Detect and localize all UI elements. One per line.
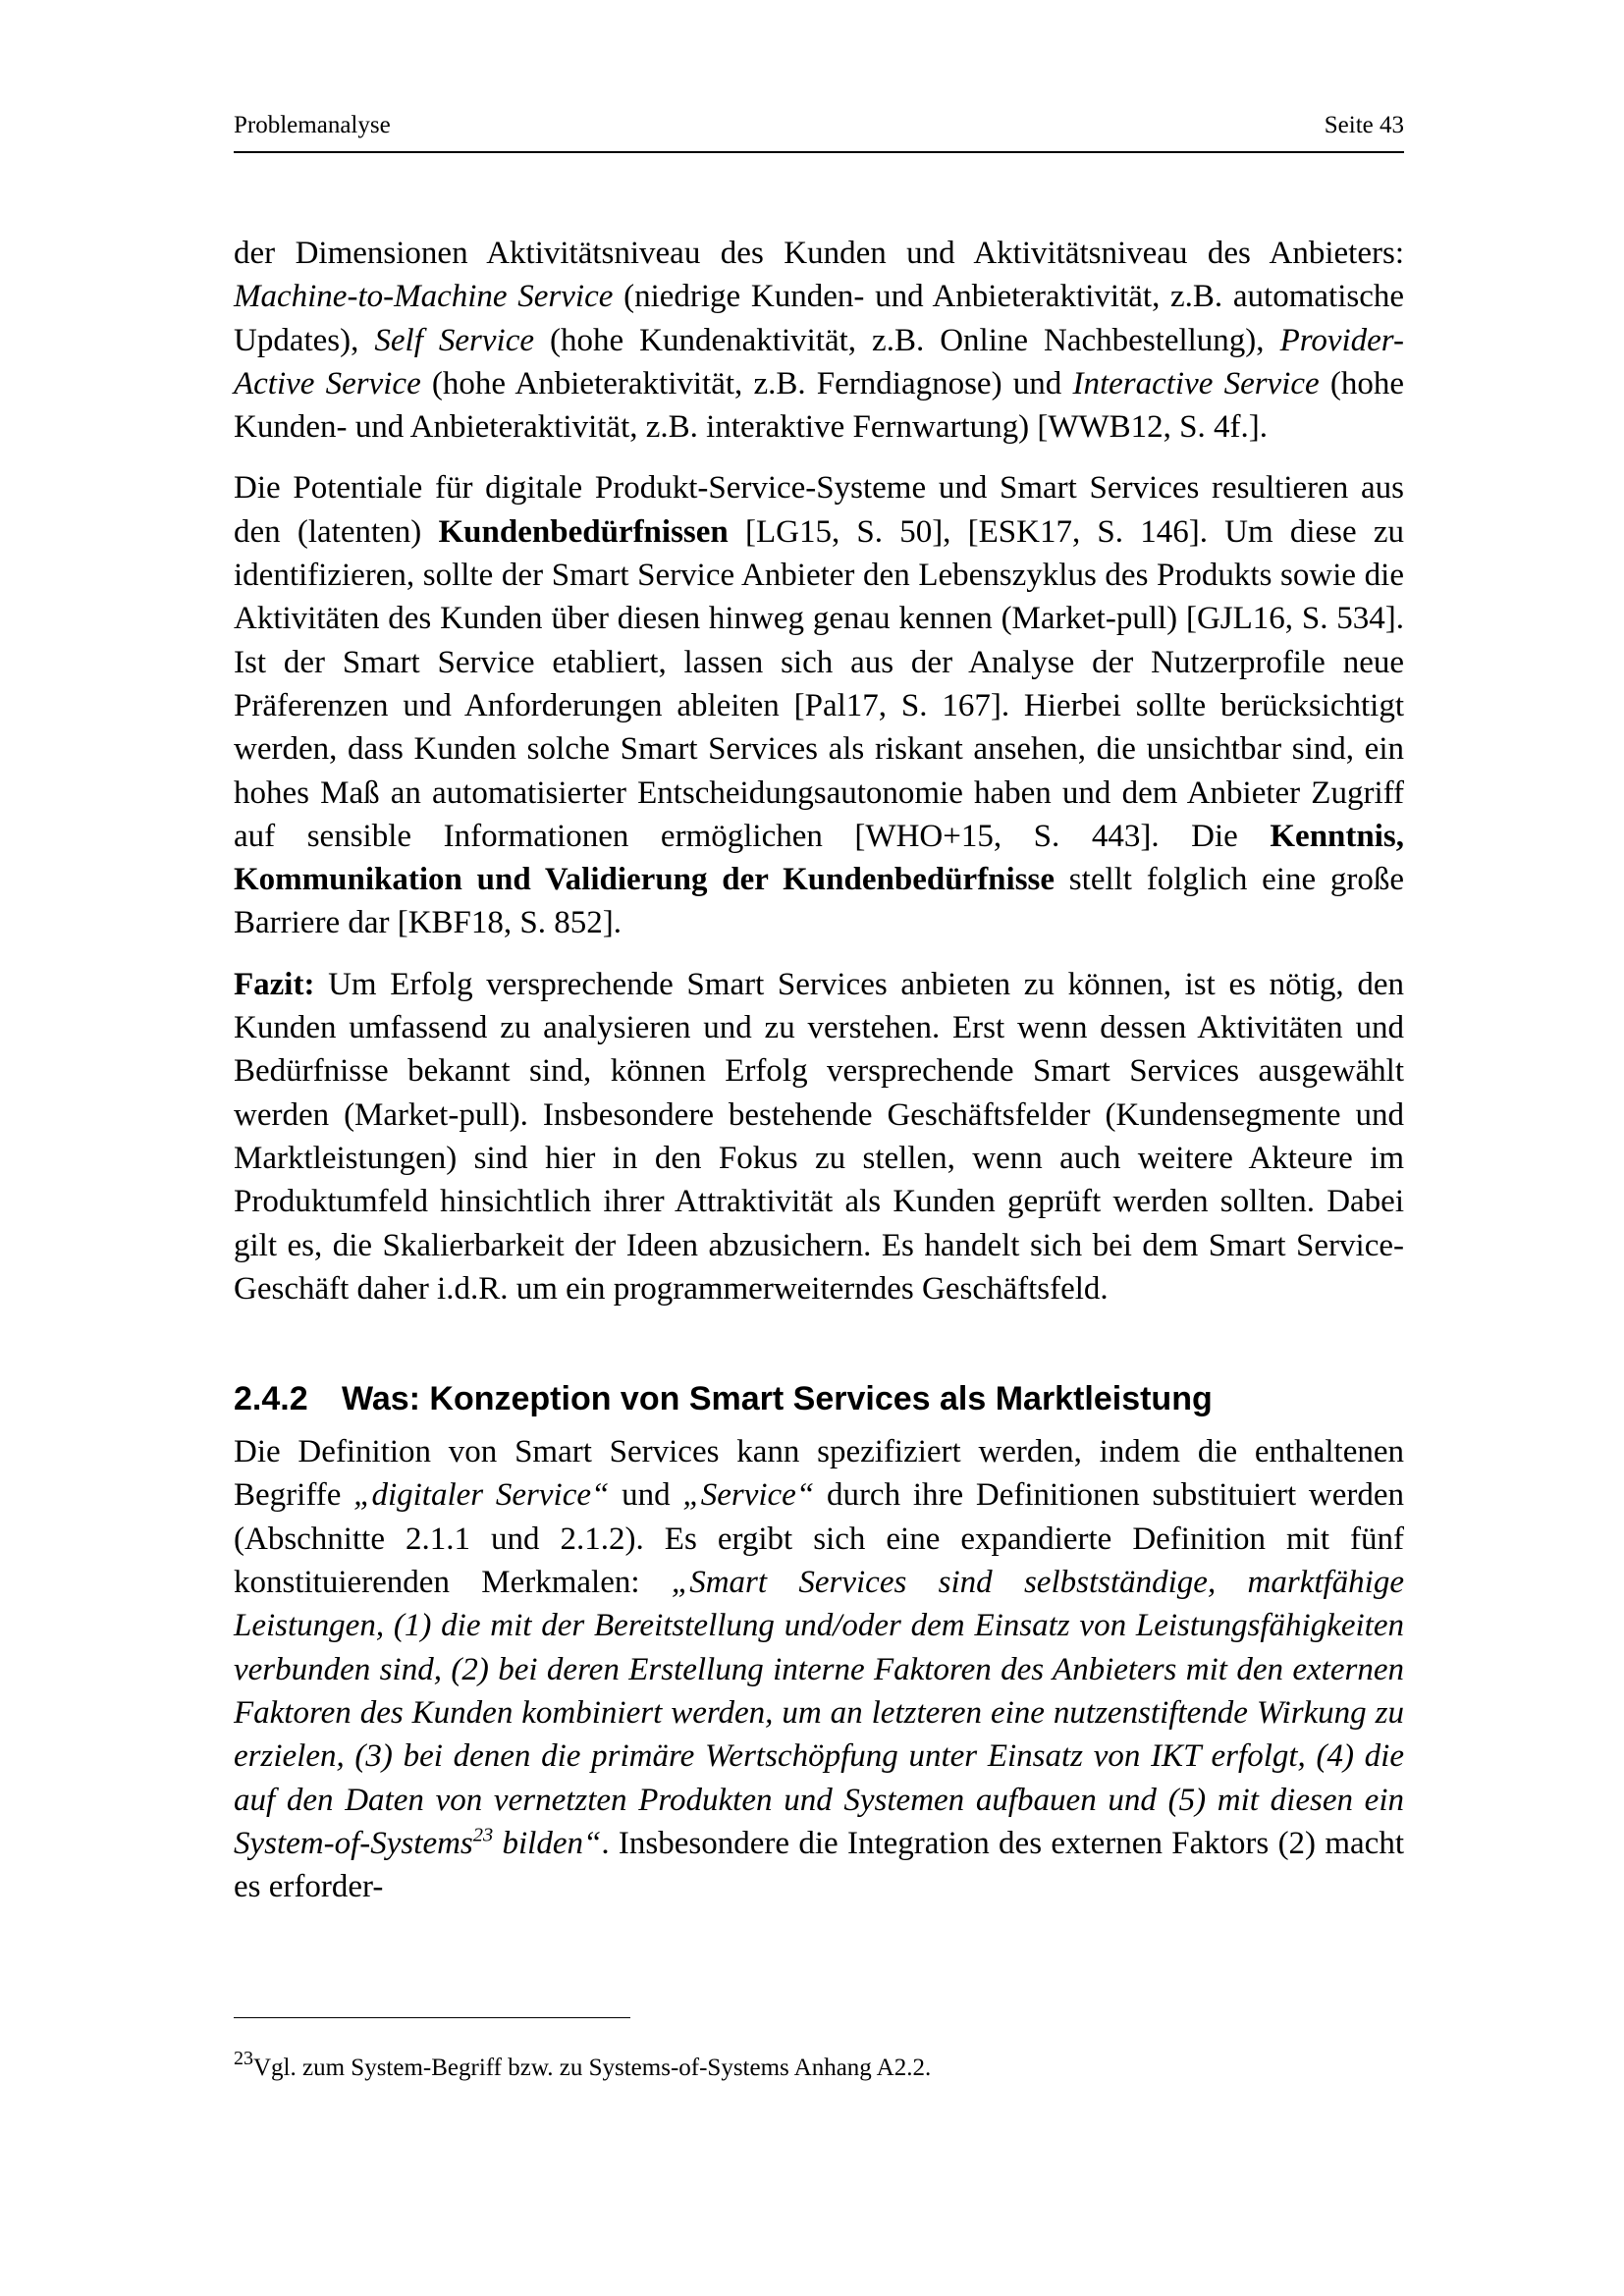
footnote (234, 2048, 932, 2082)
term-interactive-service: Interactive Service (1072, 365, 1320, 401)
header-chapter: Problemanalyse (234, 112, 391, 138)
footnote-separator (234, 2017, 630, 2018)
page-header (234, 108, 1404, 153)
definition-quote: „Smart Services sind selbstständige, marktfähige Leistungen, (1) die mit der Bereitstellung und/oder dem Einsatz von Leistungsfähigkeiten verbunden sind, (2) bei deren Erstellung interne Faktoren des Anbieters mit den externen Faktoren des Kunden kombiniert werden, um an letzteren eine nutzenstiftende Wirkung zu erzielen, (3) bei denen die primäre Wertschöpfung unter Einsatz von IKT erfolgt, (4) die auf den Daten von vernetzten Produkten und Systemen aufbauen und (5) mit diesen ein System-of-Systems (234, 1565, 1404, 1861)
paragraph-conclusion: Fazit: Um Erfolg versprechende Smart Services anbieten zu können, ist es nötig, den Kunden umfassend zu analysieren und zu verstehen. Erst wenn dessen Aktivitäten und Bedürfnisse bekannt sind, können Erfolg versprechende Smart Services ausgewählt werden (Market-pull). Insbesondere bestehende Geschäftsfelder (Kundensegmente und Marktleistungen) sind hier in den Fokus zu stellen, wenn auch weitere Akteure im Produktumfeld hinsichtlich ihrer Attraktivität als Kunden geprüft werden sollten. Dabei gilt es, die Skalierbarkeit der Ideen abzusichern. Es handelt sich bei dem Smart Service-Geschäft daher i.d.R. um ein programmerweiterndes Geschäftsfeld. (234, 966, 1404, 1307)
footnote-text: Vgl. zum System-Begriff bzw. zu Systems-of-Systems Anhang A2.2. (253, 2055, 932, 2081)
header-page-number: Seite 43 (1324, 112, 1404, 138)
bold-barrier-statement: Kenntnis, Kommunikation und Validierung der Kundenbedürfnisse (234, 818, 1404, 898)
term-provider-active-service: Provider-Active Service (234, 322, 1404, 401)
footnote-number: 23 (234, 2048, 253, 2069)
section-number: 2.4.2 (234, 1380, 308, 1418)
term-m2m-service: Machine-to-Machine Service (234, 279, 614, 315)
paragraph-customer-needs: Die Potentiale für digitale Produkt-Service-Systeme und Smart Services resultieren aus den (latenten) Kundenbedürfnissen [LG15, S. 50], [ESK17, S. 146]. Um diese zu identifizieren, sollte der Smart Service Anbieter den Lebenszyklus des Produkts sowie die Aktivitäten des Kunden über diesen hinweg genau kennen (Market-pull) [GJL16, S. 534]. Ist der Smart Service etabliert, lassen sich aus der Analyse der Nutzerprofile neue Präferenzen und Anforderungen ableiten [Pal17, S. 167]. Hierbei sollte berücksichtigt werden, dass Kunden solche Smart Services als riskant ansehen, die unsichtbar sind, ein hohes Maß an automatisierter Entscheidungsautonomie haben und dem Anbieter Zugriff auf sensible Informationen ermöglichen [WHO+15, S. 443]. Die Kenntnis, Kommunikation und Validierung der Kundenbedürfnisse stellt folglich eine große Barriere dar [KBF18, S. 852]. (234, 470, 1405, 941)
footnote-reference[interactable]: 23 (472, 1824, 494, 1846)
paragraph-service-types: der Dimensionen Aktivitätsniveau des Kunden und Aktivitätsniveau des Anbieters: Machine-to-Machine Service (niedrige Kunden- und Anbieteraktivität, z.B. automatische Updates), Self Service (hohe Kundenaktivität, z.B. Online Nachbestellung), Provider-Active Service (hohe Anbieteraktivität, z.B. Ferndiagnose) und Interactive Service (hohe Kunden- und Anbieteraktivität, z.B. interaktive Fernwartung) [WWB12, S. 4f.]. (234, 236, 1405, 446)
bold-fazit: Fazit: (234, 966, 315, 1002)
section-title: Was: Konzeption von Smart Services als Marktleistung (342, 1380, 1213, 1418)
section-heading (234, 1377, 1404, 1420)
bold-kundenbeduerfnisse: Kundenbedürfnissen (438, 513, 729, 550)
paragraph-definition: Die Definition von Smart Services kann spezifiziert werden, indem die enthaltenen Begriffe „digitaler Service“ und „Service“ durch ihre Definitionen substituiert werden (Abschnitte 2.1.1 und 2.1.2). Es ergibt sich eine expandierte Definition mit fünf konstituierenden Merkmalen: „Smart Services sind selbstständige, marktfähige Leistungen, (1) die mit der Bereitstellung und/oder dem Einsatz von Leistungsfähigkeiten verbunden sind, (2) bei deren Erstellung interne Faktoren des Anbieters mit den externen Faktoren des Kunden kombiniert werden, um an letzteren eine nutzenstiftende Wirkung zu erzielen, (3) bei denen die primäre Wertschöpfung unter Einsatz von IKT erfolgt, (4) die auf den Daten von vernetzten Produkten und Systemen aufbauen und (5) mit diesen ein System-of-Systems$^{23}$ bilden“. Insbesondere die Integration des externen Faktors (2) macht es erforder- (234, 1434, 1404, 1905)
body-text (234, 232, 1404, 1908)
term-self-service: Self Service (374, 322, 534, 358)
